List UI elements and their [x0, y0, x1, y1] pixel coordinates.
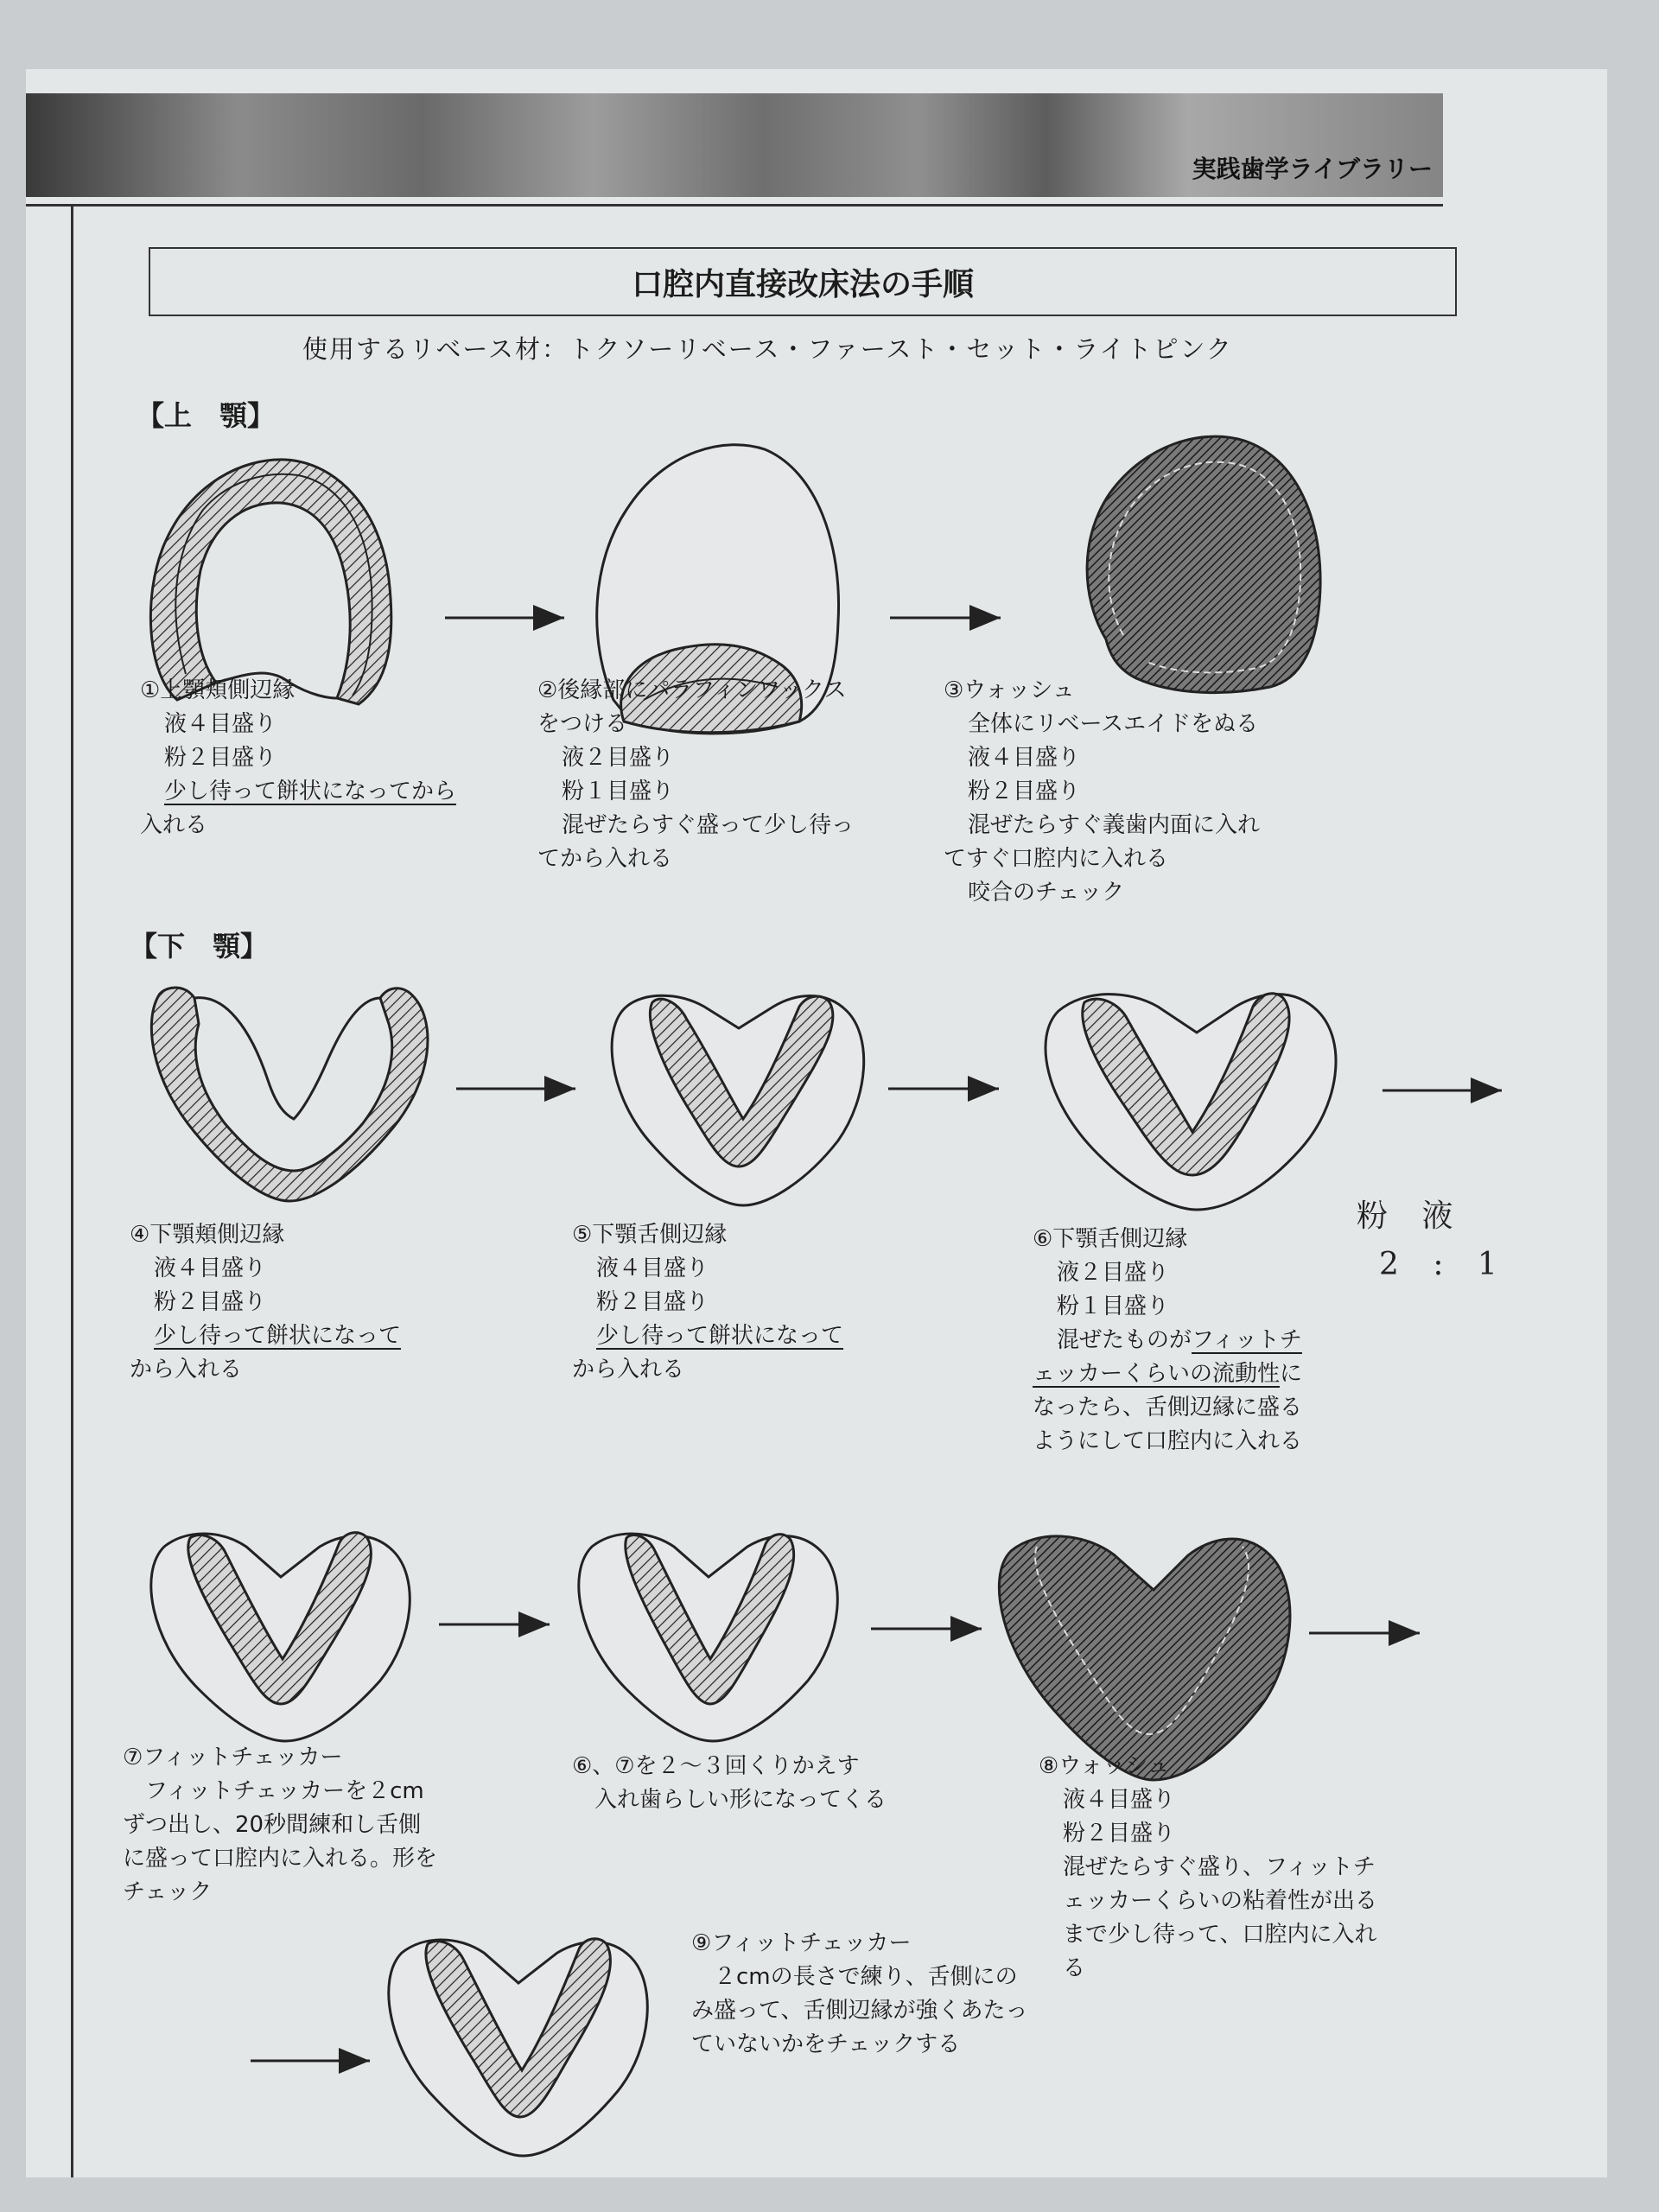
document-page: [26, 69, 1607, 2177]
step-5: ⑤下顎舌側辺縁 液４目盛り 粉２目盛り 少し待って餅状になって から入れる: [572, 1222, 844, 1382]
step-2: ②後縁部にパラフィンワックス をつける 液２目盛り 粉１目盛り 混ぜたらすぐ盛って少し待っ てから入れる: [537, 677, 855, 872]
hatched-rim: [150, 460, 391, 704]
step-7: ⑦フィットチェッカー フィットチェッカーを２cmずつ出し、20秒間練和し舌側に盛って口腔内に入れる。形をチェック: [123, 1745, 438, 1905]
lingual-outline: [194, 998, 380, 1119]
step-8-wash: ⑧ウォッシュ 液４目盛り 粉２目盛り 混ぜたらすぐ盛り、フィットチェッカーくらいの粘着性が出るまで少し待って、口腔内に入れる: [1039, 1753, 1378, 1981]
step-3: ③ウォッシュ 全体にリベースエイドをぬる 液４目盛り 粉２目盛り 混ぜたらすぐ義歯内面に入れ てすぐ口腔内に入れる 咬合のチェック: [944, 677, 1261, 906]
title-box: [149, 247, 1457, 316]
section-lower-label: 【下 顎】: [130, 930, 269, 963]
diagram-fit-checker-7: [134, 1503, 428, 1763]
wash-area: [999, 1536, 1290, 1780]
series-title: 実践歯学ライブラリー: [1192, 155, 1433, 183]
page-title: 口腔内直接改床法の手順: [631, 266, 974, 302]
material-line: 使用するリベース材：トクソーリベース・ファースト・セット・ライトピンク: [302, 334, 1233, 364]
arrow-2: [890, 605, 1020, 631]
arrow-7: [871, 1616, 1001, 1642]
arrow-5: [1382, 1077, 1512, 1103]
step-4: ④下顎頬側辺縁 液４目盛り 粉２目盛り 少し待って餅状になって から入れる: [130, 1222, 402, 1382]
diagram-lower-lingual: [592, 959, 886, 1218]
step-6: ⑥下顎舌側辺縁 液２目盛り 粉１目盛り 混ぜたものがフィットチ ェッカーくらいの流動性に なったら、舌側辺縁に盛る ようにして口腔内に入れる: [1033, 1226, 1303, 1454]
denture-outline: [579, 1534, 837, 1741]
step-1: ①上顎頬側辺縁 液４目盛り 粉２目盛り 少し待って餅状になってから 入れる: [140, 677, 457, 838]
section-upper-label: 【上 顎】: [137, 399, 276, 432]
step-8-repeat: ⑥、⑦を２〜３回くりかえす 入れ歯らしい形になってくる: [572, 1753, 887, 1813]
diagram-lower-buccal: [130, 959, 458, 1218]
diagram-repeat: [562, 1503, 855, 1763]
arrow-9: [251, 2048, 380, 2074]
diagram-upper-wash: [1071, 415, 1331, 709]
left-margin-rule: [71, 204, 73, 2177]
handwritten-ratio-note: 粉 液 2 : 1: [1357, 1198, 1510, 1282]
step-9: ⑨フィットチェッカー ２cmの長さで練り、舌側にのみ盛って、舌側辺縁が強くあたっていないかをチェックする: [691, 1930, 1028, 2057]
header-rule: [26, 204, 1443, 207]
diagram-lower-lingual-2: [1033, 963, 1370, 1223]
arrow-4: [888, 1076, 1018, 1102]
arrow-1: [445, 605, 575, 631]
header-band: [26, 93, 1443, 197]
arrow-3: [456, 1076, 586, 1102]
arrow-6: [439, 1611, 569, 1637]
wash-area: [1087, 436, 1320, 692]
diagram-fit-checker-9: [372, 1910, 665, 2177]
hatched-rim: [151, 988, 428, 1201]
arrow-8: [1309, 1620, 1439, 1646]
